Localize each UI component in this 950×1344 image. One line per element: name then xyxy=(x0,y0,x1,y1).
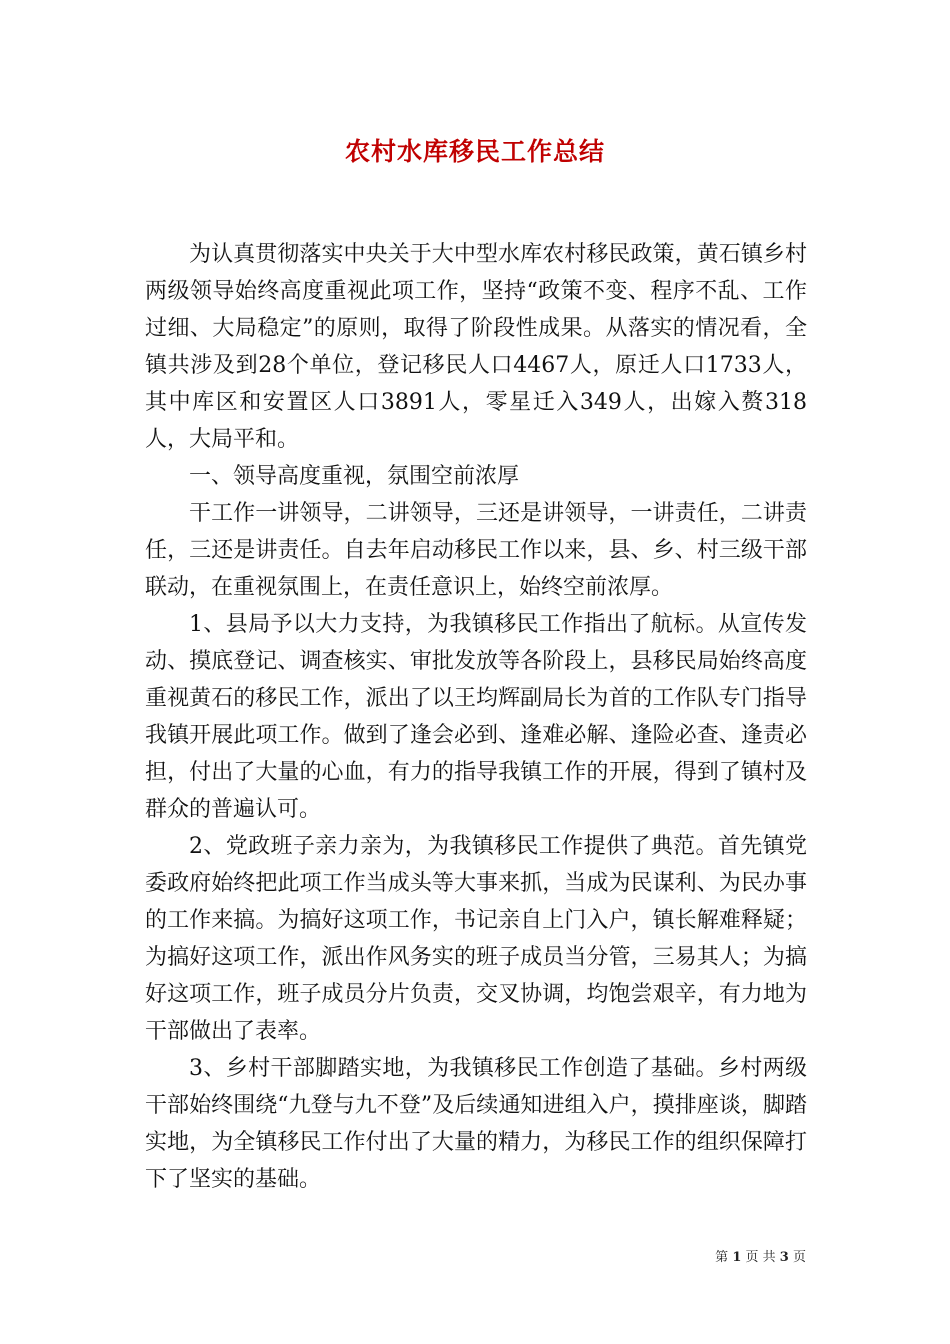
current-page: 1 xyxy=(732,1250,742,1265)
body-paragraph: 2、党政班子亲力亲为，为我镇移民工作提供了典范。首先镇党委政府始终把此项工作当成头等大事来抓，当成为民谋利、为民办事的工作来搞。为搞好这项工作，书记亲自上门入户，镇长解难释疑；为搞好这项工作，派出作风务实的班子成员当分管，三易其人；为搞好这项工作，班子成员分片负责，交叉协调，均饱尝艰辛，有力地为干部做出了表率。 xyxy=(145,834,807,1044)
total-pages: 3 xyxy=(779,1250,789,1265)
page-number-suffix: 页 xyxy=(792,1250,806,1265)
page-number xyxy=(715,1246,806,1265)
body-paragraph: 3、乡村干部脚踏实地，为我镇移民工作创造了基础。乡村两级干部始终围绕“九登与九不登”及后续通知进组入户，摸排座谈，脚踏实地，为全镇移民工作付出了大量的精力，为移民工作的组织保障打下了坚实的基础。 xyxy=(145,1056,807,1192)
body-paragraph: 干工作一讲领导，二讲领导，三还是讲领导，一讲责任，二讲责任，三还是讲责任。自去年启动移民工作以来，县、乡、村三级干部联动，在重视氛围上，在责任意识上，始终空前浓厚。 xyxy=(145,501,807,600)
document-title: 农村水库移民工作总结 xyxy=(344,137,605,166)
page-number-prefix: 第 xyxy=(715,1250,729,1265)
document-body xyxy=(145,236,807,1198)
intro-paragraph: 为认真贯彻落实中央关于大中型水库农村移民政策，黄石镇乡村两级领导始终高度重视此项工作，坚持“政策不变、程序不乱、工作过细、大局稳定”的原则，取得了阶段性成果。从落实的情况看，全镇共涉及到28个单位，登记移民人口4467人，原迁人口1733人，其中库区和安置区人口3891人，零星迁入349人，出嫁入赘318人，大局平和。 xyxy=(145,242,807,452)
body-paragraph: 1、县局予以大力支持，为我镇移民工作指出了航标。从宣传发动、摸底登记、调查核实、审批发放等各阶段上，县移民局始终高度重视黄石的移民工作，派出了以王均辉副局长为首的工作队专门指导我镇开展此项工作。做到了逢会必到、逢难必解、逢险必查、逢责必担，付出了大量的心血，有力的指导我镇工作的开展，得到了镇村及群众的普遍认可。 xyxy=(145,612,807,822)
page-number-middle: 页 共 xyxy=(745,1250,776,1265)
section-heading: 一、领导高度重视，氛围空前浓厚 xyxy=(189,464,520,489)
